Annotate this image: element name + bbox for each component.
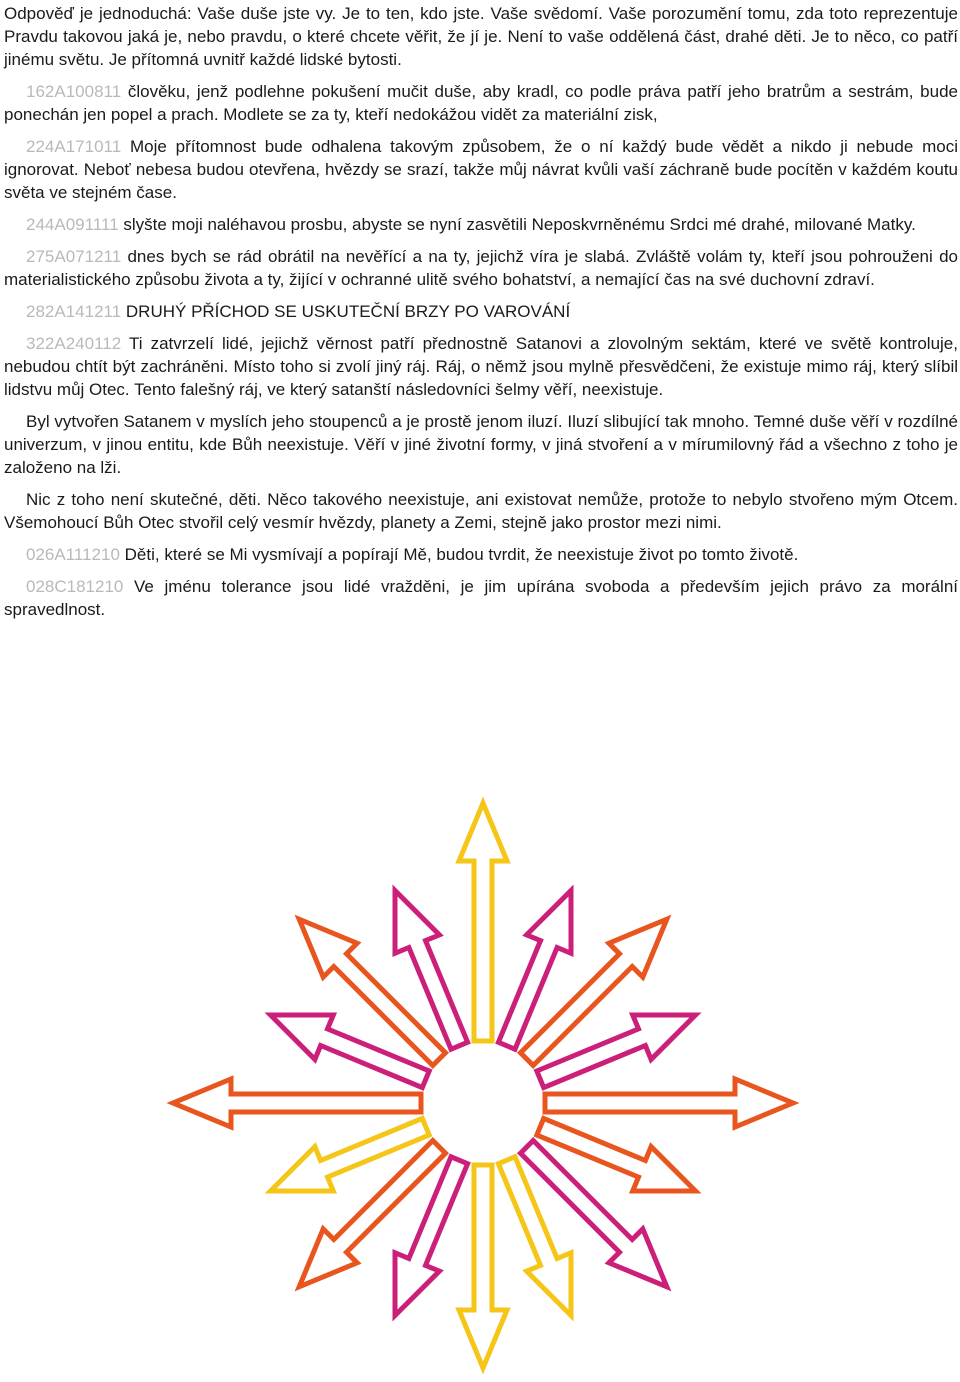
paragraph-text: člověku, jenž podlehne pokušení mučit duše, aby kradl, co podle práva patří jeho bratrům a sestrám, bude ponechán jen popel a prach. Modlete se za ty, kteří nedokážou vidět za materiální zisk, [4, 82, 958, 124]
radiating-arrows-star-icon [0, 770, 960, 1382]
message-code: 275A071211 [26, 247, 122, 266]
paragraph-2 [4, 80, 958, 126]
arrow-shape [271, 1015, 430, 1088]
paragraph-text: DRUHÝ PŘÍCHOD SE USKUTEČNÍ BRZY PO VAROVÁNÍ [121, 302, 571, 321]
paragraph-text: Odpověď je jednoduchá: Vaše duše jste vy. Je to ten, kdo jste. Vaše svědomí. Vaše porozumění tomu, zda toto reprezentuje Pravdu takovou jaká je, nebo pravdu, o které chcete věřit, že jí je. Není to vaše oddělená část, drahé děti. Je to něco, co patří jinému světu. Je přítomná uvnitř každé lidské bytosti. [4, 4, 958, 69]
paragraph-1 [4, 2, 958, 71]
document-text [4, 2, 958, 630]
paragraph-11 [4, 575, 958, 621]
message-code: 282A141211 [26, 302, 122, 321]
paragraph-text: Děti, které se Mi vysmívají a popírají Mě, budou tvrdit, že neexistuje život po tomto životě. [119, 545, 799, 564]
paragraph-4 [4, 213, 958, 236]
message-code: 026A111210 [26, 545, 120, 564]
message-code: 244A091111 [26, 215, 119, 234]
arrow-shape [459, 1165, 507, 1368]
paragraph-3 [4, 135, 958, 204]
arrows-group [173, 803, 793, 1368]
arrow-shape [537, 1015, 696, 1088]
message-code: 162A100811 [26, 82, 122, 101]
paragraph-text: Moje přítomnost bude odhalena takovým způsobem, že o ní každý bude vědět a nikdo ji nebude moci ignorovat. Neboť nebesa budou otevřena, hvězdy se srazí, takže můj návrat kvůli vaší záchraně bude pocítěn v každém koutu světa ve stejném čase. [4, 137, 958, 202]
arrow-shape [173, 1079, 421, 1127]
arrow-shape [395, 891, 468, 1050]
paragraph-7 [4, 332, 958, 401]
paragraph-10 [4, 543, 958, 566]
paragraph-9 [4, 488, 958, 534]
arrow-shape [498, 1157, 571, 1316]
paragraph-text: Byl vytvořen Satanem v myslích jeho stoupenců a je prostě jenom iluzí. Iluzí slibující tak mnoho. Temné duše věří v rozdílné univerzum, v jinou entitu, kde Bůh neexistuje. Věří v jiné životní formy, v jiná stvoření a v mírumilovný řád a všechno z toho je založeno na lži. [4, 412, 958, 477]
arrow-shape [271, 1118, 430, 1191]
message-code: 224A171011 [26, 137, 122, 156]
paragraph-text: Ti zatvrzelí lidé, jejichž věrnost patří přednostně Satanovi a zlovolným sektám, které ve světě kontroluje, nebudou chtít být zachráněni. Místo toho si zvolí jiný ráj. Ráj, o němž jsou mylně přesvědčeni, že existuje mimo ráj, který slíbil lidstvu můj Otec. Tento falešný ráj, ve který satanští následovníci šelmy věří, neexistuje. [4, 334, 958, 399]
arrow-shape [459, 803, 507, 1041]
message-code: 322A240112 [26, 334, 122, 353]
paragraph-text: Nic z toho není skutečné, děti. Něco takového neexistuje, ani existovat nemůže, protože to nebylo stvořeno mým Otcem. Všemohoucí Bůh Otec stvořil celý vesmír hvězdy, planety a Zemi, stejně jako prostor mezi nimi. [4, 490, 958, 532]
arrow-shape [545, 1079, 793, 1127]
arrow-shape [395, 1157, 468, 1316]
arrow-shape [498, 891, 571, 1050]
arrow-shape [537, 1118, 696, 1191]
paragraph-8 [4, 410, 958, 479]
message-code: 028C181210 [26, 577, 124, 596]
paragraph-text: dnes bych se rád obrátil na nevěřící a na ty, jejichž víra je slabá. Zvláště volám ty, kteří jsou pohrouženi do materialistického způsobu života a ty, žijící v ochranné ulitě svého bohatství, a nemající čas na své duchovní zdraví. [4, 247, 958, 289]
paragraph-text: Ve jménu tolerance jsou lidé vražděni, je jim upírána svoboda a především jejich právo za morální spravedlnost. [4, 577, 958, 619]
paragraph-5 [4, 245, 958, 291]
paragraph-text: slyšte moji naléhavou prosbu, abyste se nyní zasvětili Neposkvrněnému Srdci mé drahé, milované Matky. [118, 215, 916, 234]
paragraph-6 [4, 300, 958, 323]
